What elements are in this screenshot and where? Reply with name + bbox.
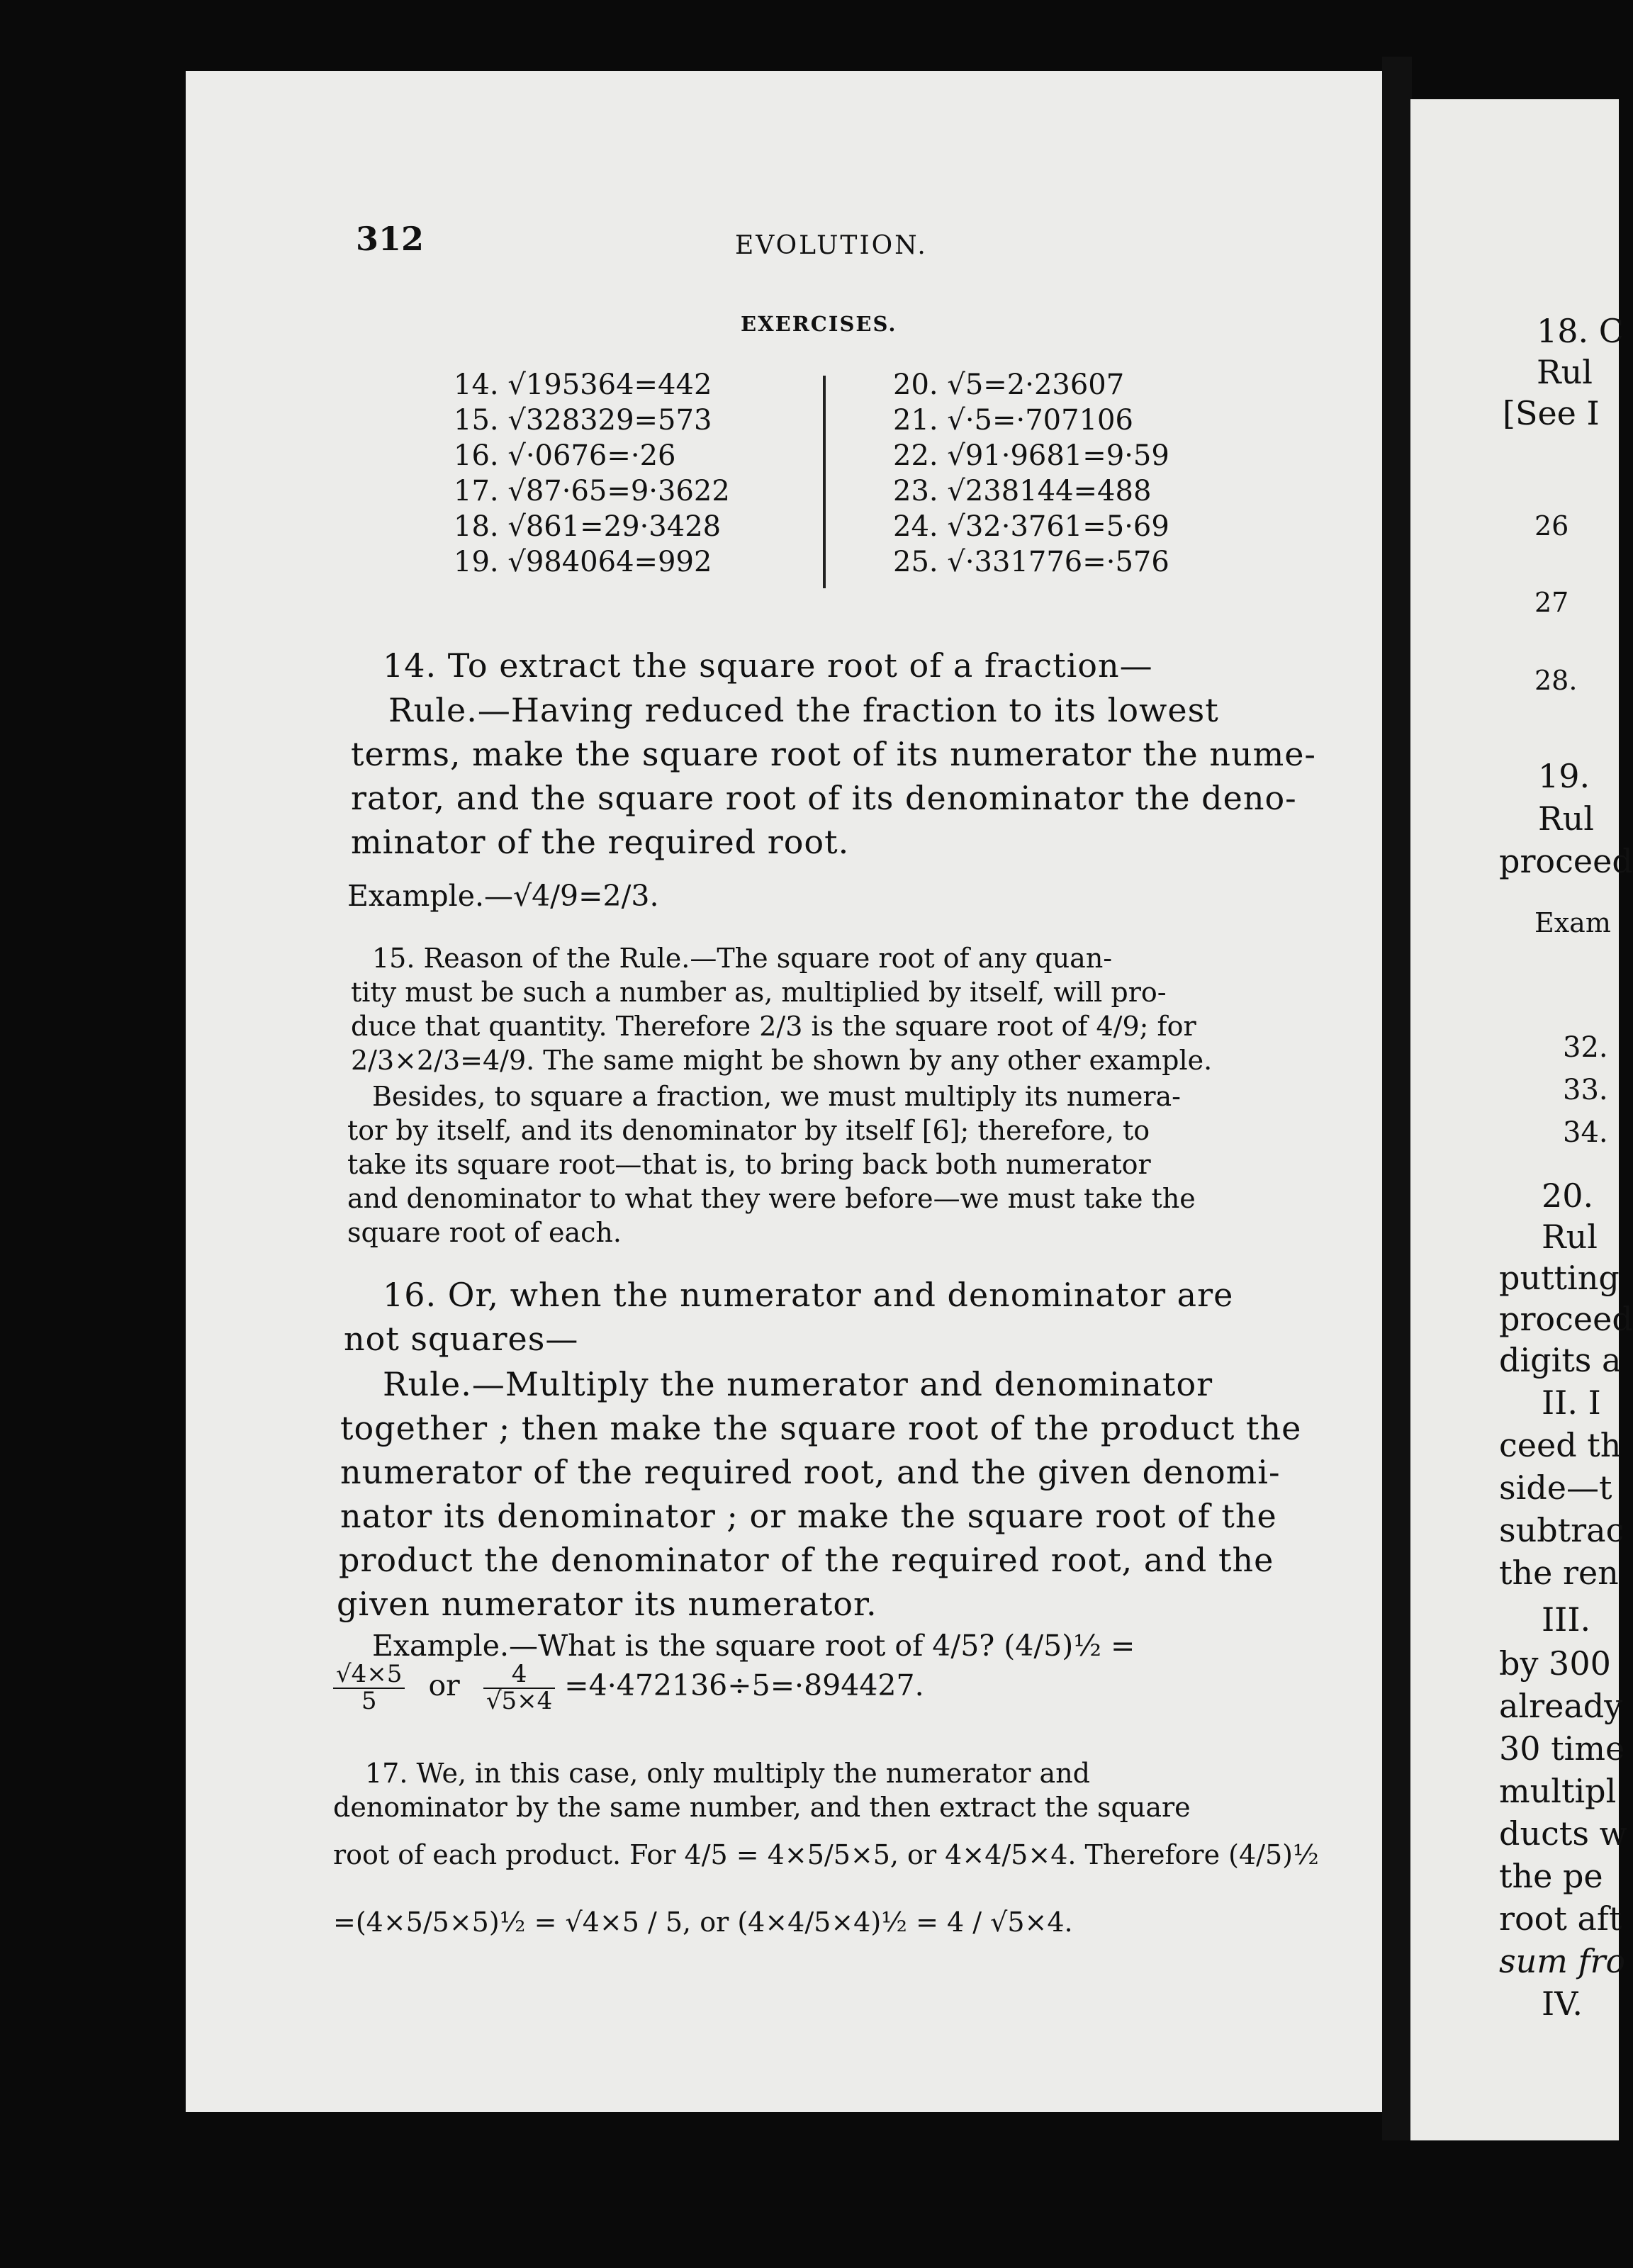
right-page-line: 33. [1563, 1074, 1608, 1106]
section-15-line: 15. Reason of the Rule.—The square root of any quan- [372, 943, 1113, 974]
section-16-line: numerator of the required root, and the given denomi- [340, 1453, 1281, 1491]
rule-line: rator, and the square root of its denominator the deno- [351, 779, 1297, 817]
exercise-item: 16. √·0676=·26 [454, 439, 676, 472]
right-page-line: 34. [1563, 1116, 1608, 1149]
right-page-line: III. [1542, 1600, 1591, 1639]
exercise-item: 14. √195364=442 [454, 369, 712, 401]
right-page-line: 20. [1542, 1177, 1594, 1215]
right-page-line: the pe [1499, 1857, 1603, 1895]
right-page-line: root aft [1499, 1899, 1622, 1938]
exercise-item: 20. √5=2·23607 [893, 369, 1125, 401]
page-number: 312 [356, 220, 425, 258]
section-15-line: tity must be such a number as, multiplied by itself, will pro- [351, 977, 1167, 1008]
section-16-line: Rule.—Multiply the numerator and denominator [383, 1365, 1213, 1403]
exercise-item: 19. √984064=992 [454, 546, 712, 578]
right-page-line: 18. C [1537, 312, 1624, 350]
section-15-line: square root of each. [347, 1217, 622, 1248]
right-page-line: Rul [1537, 353, 1593, 391]
right-page-line: proceed [1499, 1300, 1633, 1338]
section-16-line: nator its denominator ; or make the square root of the [340, 1497, 1277, 1535]
right-page-line: ducts w [1499, 1814, 1627, 1853]
rule-line: minator of the required root. [351, 823, 850, 861]
exercise-item: 18. √861=29·3428 [454, 510, 722, 543]
section-17-line: root of each product. For 4/5 = 4×5/5×5, or 4×4/5×4. Therefore (4/5)½ [333, 1839, 1319, 1870]
right-page-line: subtrac [1499, 1511, 1624, 1549]
exercise-item: 15. √328329=573 [454, 404, 712, 437]
rule-line: terms, make the square root of its numerator the nume- [351, 735, 1316, 773]
section-15-line: 2/3×2/3=4/9. The same might be shown by any other example. [351, 1045, 1213, 1076]
right-page-line: ceed th [1499, 1426, 1622, 1464]
example-16-line1: Example.—What is the square root of 4/5? (4/5)½ = [372, 1629, 1135, 1663]
right-page-line: multipl [1499, 1772, 1617, 1810]
right-page-line: IV. [1542, 1984, 1583, 2023]
fraction: $\frac{√4\times 5}{5}$ [333, 1662, 405, 1714]
section-16-line: product the denominator of the required root, and the [339, 1541, 1274, 1579]
running-head: EVOLUTION. [735, 231, 928, 260]
section-17-line: =(4×5/5×5)½ = √4×5 / 5, or (4×4/5×4)½ = 4 / √5×4. [333, 1907, 1073, 1938]
right-page-line: putting [1499, 1259, 1620, 1297]
section-14-heading: 14. To extract the square root of a fraction— [383, 646, 1153, 685]
exercise-item: 22. √91·9681=9·59 [893, 439, 1169, 472]
right-page-line: by 300 [1499, 1644, 1611, 1683]
right-page-line: sum fro [1499, 1942, 1626, 1980]
right-page-line: Rul [1542, 1218, 1598, 1256]
right-page-line: 32. [1563, 1031, 1608, 1064]
exercise-item: 17. √87·65=9·3622 [454, 475, 730, 507]
fraction: $\frac{4}{√5\times 4}$ [483, 1662, 555, 1714]
right-page-line: 27 [1534, 587, 1569, 618]
section-15-line: and denominator to what they were before—we must take the [347, 1183, 1196, 1214]
section-15-line: tor by itself, and its denominator by itself [6]; therefore, to [347, 1115, 1150, 1146]
section-17-line: 17. We, in this case, only multiply the numerator and [365, 1758, 1090, 1789]
example-14: Example.—√4/9=2/3. [347, 879, 659, 913]
section-15-line: take its square root—that is, to bring back both numerator [347, 1149, 1151, 1180]
section-16-line: given numerator its numerator. [337, 1585, 877, 1623]
right-page-line: already [1499, 1687, 1623, 1725]
right-page-line: Rul [1538, 799, 1594, 838]
exercise-item: 25. √·331776=·576 [893, 546, 1169, 578]
right-page-line: digits a [1499, 1341, 1622, 1379]
section-15-line: Besides, to square a fraction, we must multiply its numera- [372, 1081, 1181, 1112]
right-page-line: the ren [1499, 1554, 1619, 1592]
section-16-line: 16. Or, when the numerator and denominator are [383, 1276, 1234, 1314]
right-page-line: proceed [1499, 842, 1633, 880]
exercises-title: EXERCISES. [741, 312, 897, 336]
right-page-line: 19. [1538, 757, 1590, 795]
exercises-divider [823, 376, 826, 588]
book-gutter [1382, 57, 1412, 2140]
exercise-item: 23. √238144=488 [893, 475, 1152, 507]
rule-line: Rule.—Having reduced the fraction to its lowest [388, 691, 1219, 729]
right-page-line: 26 [1534, 510, 1569, 541]
exercise-item: 24. √32·3761=5·69 [893, 510, 1169, 543]
right-page-line: 28. [1534, 665, 1578, 696]
section-15-line: duce that quantity. Therefore 2/3 is the square root of 4/9; for [351, 1011, 1196, 1042]
right-page-line: 30 time [1499, 1729, 1625, 1768]
section-17-line: denominator by the same number, and then extract the square [333, 1792, 1191, 1823]
example-16-line2: $\frac{√4\times 5}{5}$ or $\frac{4}{√5\times 4}$ =4·472136÷5=·894427. [333, 1662, 924, 1714]
exercise-item: 21. √·5=·707106 [893, 404, 1133, 437]
right-page-line: Exam [1534, 907, 1611, 938]
section-16-line: not squares— [344, 1320, 579, 1358]
section-16-line: together ; then make the square root of the product the [340, 1409, 1302, 1447]
right-page-line: [See I [1503, 394, 1600, 432]
right-page-line: side—t [1499, 1469, 1612, 1507]
right-page-line: II. I [1542, 1383, 1601, 1422]
